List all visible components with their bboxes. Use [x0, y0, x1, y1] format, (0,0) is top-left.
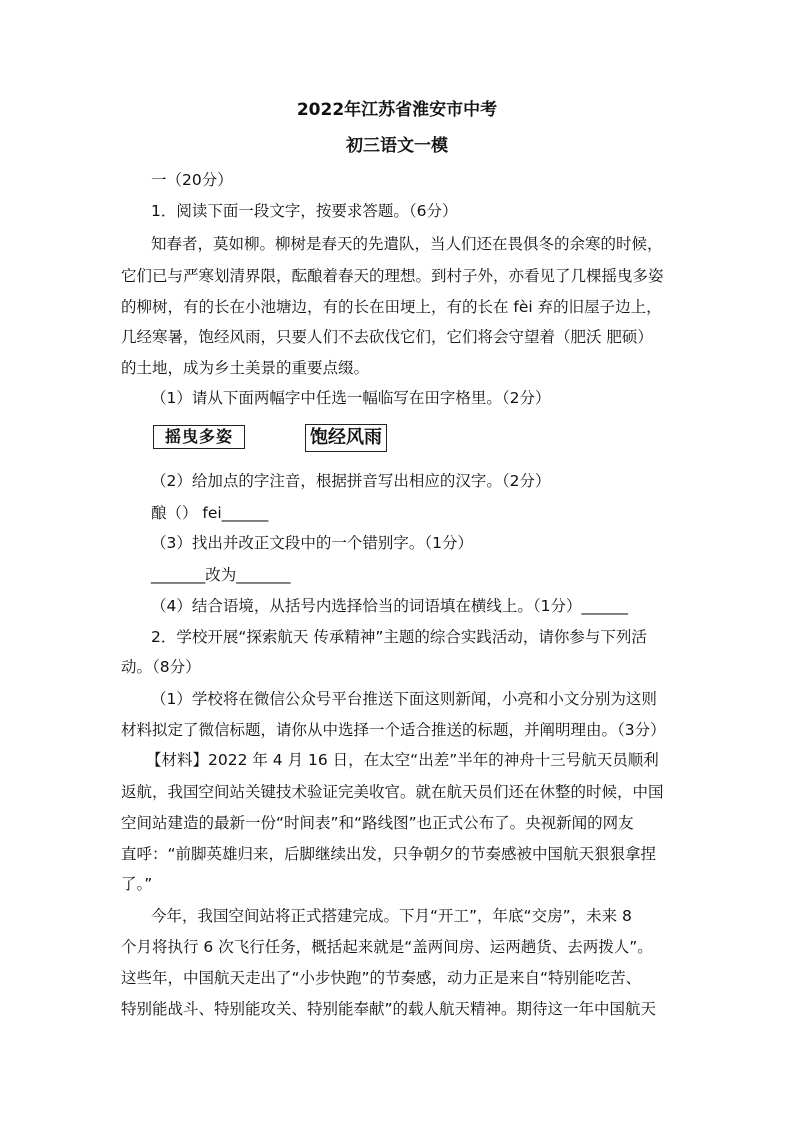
passage-line: 的柳树，有的长在小池塘边，有的长在田埂上，有的长在 fèi 弃的旧屋子边上，	[121, 298, 662, 316]
material-line: 【材料】2022 年 4 月 16 日，在太空“出差”半年的神舟十三号航天员顺利	[146, 751, 659, 769]
paragraph-line: 个月将执行 6 次飞行任务，概括起来就是“盖两间房、运两趟货、去两拨人”。	[121, 938, 653, 956]
exam-title: 2022年江苏省淮安市中考	[296, 100, 498, 120]
question-1-prompt: 1．阅读下面一段文字，按要求答题。（6分）	[151, 202, 458, 220]
section-heading: 一（20分）	[151, 171, 233, 189]
question-1-sub-4: （4）结合语境，从括号内选择恰当的词语填在横线上。（1分）______	[151, 597, 628, 615]
question-2-sub-1: 材料拟定了微信标题，请你从中选择一个适合推送的标题，并阐明理由。（3分）	[121, 721, 666, 739]
passage-line: 它们已与严寒划清界限，酝酿着春天的理想。到村子外，亦看见了几棵摇曳多姿	[121, 267, 664, 285]
calligraphy-sample-2: 饱经风雨	[305, 424, 387, 452]
paragraph-line: 特别能战斗、特别能攻关、特别能奉献”的载人航天精神。期待这一年中国航天	[121, 1000, 657, 1018]
question-1-sub-1: （1）请从下面两幅字中任选一幅临写在田字格里。（2分）	[151, 389, 551, 407]
passage-line: 的土地，成为乡土美景的重要点缀。	[121, 359, 370, 377]
question-1-sub-3: （3）找出并改正文段中的一个错别字。（1分）	[151, 534, 473, 552]
material-line: 返航，我国空间站关键技术验证完美收官。就在航天员们还在休整的时候，中国	[121, 783, 664, 801]
material-line: 了。”	[121, 875, 153, 893]
question-1-sub-2: （2）给加点的字注音，根据拼音写出相应的汉字。（2分）	[151, 472, 551, 490]
material-line: 空间站建造的最新一份“时间表”和“路线图”也正式公布了。央视新闻的网友	[121, 814, 634, 832]
material-line: 直呼：“前脚英雄归来，后脚继续出发，只争朝夕的节奏感被中国航天狠狠拿捏	[121, 845, 657, 863]
paragraph-line: 这些年，中国航天走出了“小步快跑”的节奏感，动力正是来自“特别能吃苦、	[121, 969, 642, 987]
paragraph-line: 今年，我国空间站将正式搭建完成。下月“开工”，年底“交房”，未来 8	[151, 907, 632, 925]
passage-line: 几经寒暑，饱经风雨，只要人们不去砍伐它们，它们将会守望着（肥沃 肥硕）	[121, 328, 653, 346]
question-2-sub-1: （1）学校将在微信公众号平台推送下面这则新闻，小亮和小文分别为这则	[151, 690, 657, 708]
passage-line: 知春者，莫如柳。柳树是春天的先遣队，当人们还在畏俱冬的余寒的时候，	[151, 235, 663, 253]
question-2-prompt: 动。（8分）	[121, 658, 201, 676]
question-2-prompt: 2．学校开展“探索航天 传承精神”主题的综合实践活动，请你参与下列活	[151, 628, 647, 646]
exam-subtitle: 初三语文一模	[346, 136, 448, 156]
calligraphy-sample-1: 摇曳多姿	[153, 425, 245, 449]
question-1-sub-3-answer: _______改为_______	[151, 566, 291, 584]
question-1-sub-2-answer: 酿（） fei______	[151, 504, 269, 522]
